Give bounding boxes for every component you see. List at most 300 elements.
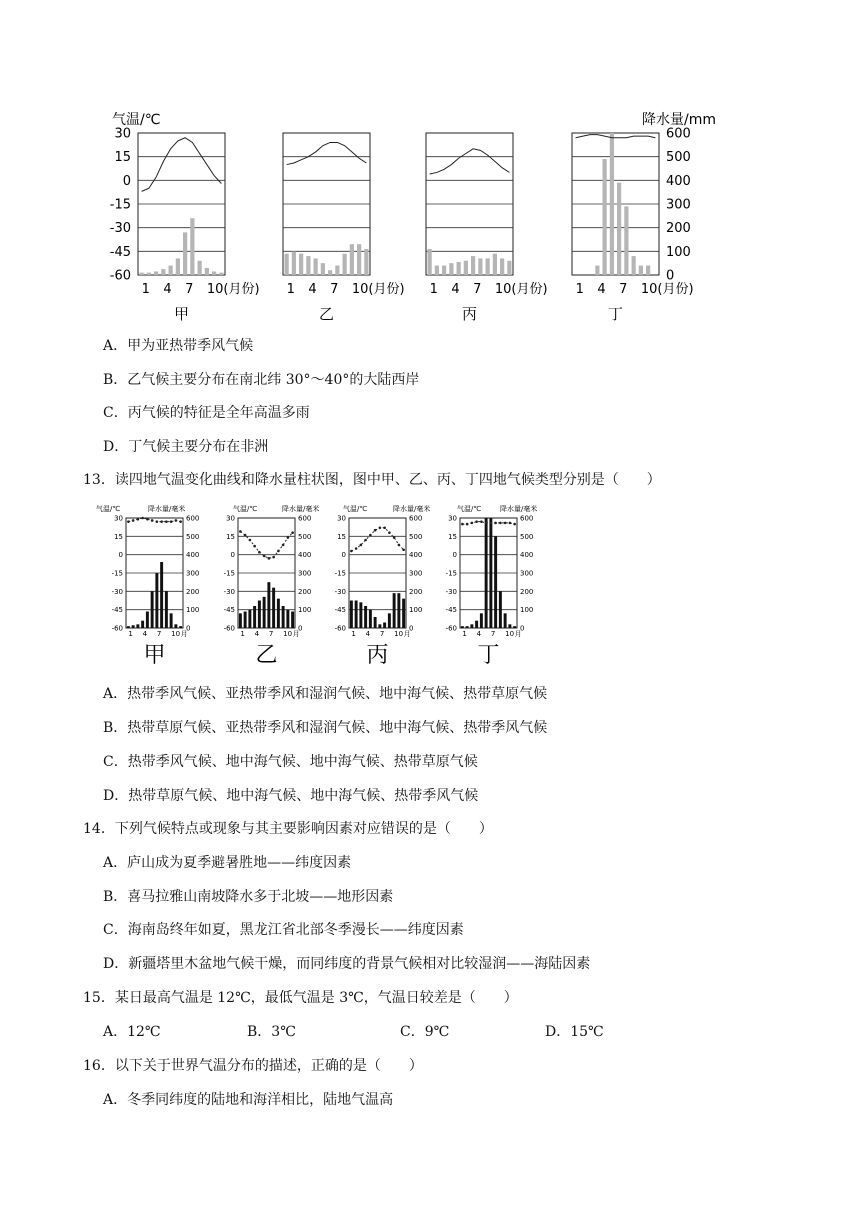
month-tick-label: 7 [330,282,339,297]
precip-bar [146,612,149,629]
temp-curve [142,138,222,192]
precip-bar [151,591,154,628]
precip-tick-label: 0 [186,624,191,633]
precip-bar [475,621,478,628]
precip-bar [464,261,468,275]
precip-tick-label: 100 [520,606,534,615]
precip-bar [328,270,332,275]
temp-tick-label: 0 [230,551,235,560]
temp-tick-label: -15 [445,569,457,578]
temp-tick-label: -60 [223,624,235,633]
temp-point [253,545,256,548]
temp-tick-label: 15 [337,532,346,541]
q16-option-a: A．冬季同纬度的陆地和海洋相比，陆地气温高 [103,1092,394,1108]
precip-bar [244,612,247,629]
precip-tick-label: 0 [666,268,675,284]
temp-tick-label: 30 [448,514,457,523]
precip-tick-label: 300 [409,569,423,578]
temp-axis-label: 气温/℃ [343,505,368,513]
precip-bar [435,266,439,275]
month-tick-label: 4 [142,630,148,638]
temp-point [277,550,280,553]
precip-bar [402,599,405,628]
precip-bar [190,218,194,275]
precip-tick-label: 200 [666,221,691,237]
temp-point [369,534,372,537]
q13-option-c: C．热带季风气候、地中海气候、地中海气候、热带草原气候 [103,754,478,770]
panel-label: 乙 [318,305,335,323]
q13-option-b: B．热带草原气候、亚热带季风和湿润气候、地中海气候、热带季风气候 [103,720,548,736]
temp-point [132,519,135,522]
precip-tick-label: 200 [409,587,423,596]
precip-bar [397,593,400,628]
precip-bar [610,133,614,275]
temp-point [388,531,391,534]
precip-bar [470,624,473,628]
precip-bar [393,593,396,628]
precip-bar [508,624,511,628]
month-tick-label: 10(月份) [206,282,260,297]
temp-point [360,544,363,547]
temp-point [364,539,367,542]
month-tick-label: 4 [254,630,260,638]
temp-tick-label: 15 [114,532,123,541]
temp-point [156,520,159,523]
precip-bar [198,261,202,275]
precip-bar [292,251,296,275]
month-tick-label: 4 [476,630,482,638]
temp-axis-label: 气温/℃ [457,505,482,513]
precip-axis-label: 降水量/mm [642,112,716,128]
temp-point [287,536,290,539]
temp-tick-label: 30 [114,514,123,523]
precip-axis-label: 降水量/毫米 [148,505,186,513]
temp-axis-label: 气温/℃ [233,505,258,513]
precip-bar [282,606,285,628]
month-tick-label: 10(月份) [351,282,405,297]
precip-tick-label: 600 [520,514,534,523]
precip-bar [357,244,361,275]
precip-bar [212,271,216,275]
temp-axis-label: 气温/℃ [112,112,161,128]
temp-point [258,551,261,554]
month-tick-label: 7 [490,630,496,638]
month-tick-label: 10 [283,630,293,638]
precip-bar [457,262,461,275]
month-tick-label: 1 [141,282,150,297]
q12-option-a: A．甲为亚热带季风气候 [103,338,254,354]
precip-tick-label: 400 [186,551,200,560]
temp-point [272,556,275,559]
climate-panel-2 [224,514,312,668]
precip-tick-label: 0 [520,624,525,633]
precip-bar [277,599,280,628]
q14-option-d: D．新疆塔里木盆地气候干燥，而同纬度的背景气候相对比较湿润——海陆因素 [103,956,591,972]
climate-panel-4 [572,127,694,323]
panel-label: 丁 [477,643,500,668]
precip-bar [299,254,303,275]
temp-tick-label: 0 [452,551,457,560]
panel-label: 甲 [173,305,190,323]
month-tick-label: 1 [351,630,356,638]
month-tick-label: 10 [505,630,515,638]
panel-label: 甲 [143,643,166,668]
precip-axis-label: 降水量/毫米 [500,505,538,513]
q14-option-a: A．庐山成为夏季避暑胜地——纬度因素 [103,855,352,871]
precip-bar [136,624,139,628]
temp-point [165,520,168,523]
temp-point [151,519,154,522]
temp-point [179,520,182,523]
temp-tick-label: 15 [226,532,235,541]
temp-point [398,544,401,547]
temp-point [268,557,271,560]
temp-tick-label: -15 [111,569,123,578]
temp-tick-label: -45 [445,606,457,615]
temp-tick-label: -15 [334,569,346,578]
panel-label: 丙 [366,643,389,668]
temp-tick-label: 30 [226,514,235,523]
precip-bar [646,266,650,275]
precip-tick-label: 400 [409,551,423,560]
precip-bar [170,613,173,628]
climate-panel-1 [110,127,260,323]
climate-chart-figure-2 [96,500,566,676]
precip-bar [513,626,516,628]
precip-bar [480,613,483,628]
precip-tick-label: 600 [409,514,423,523]
precip-bar [147,273,151,275]
q16-stem: 16．以下关于世界气温分布的描述，正确的是（ ） [83,1058,423,1074]
precip-bar [140,273,144,275]
temp-point [494,522,497,525]
precip-bar [132,625,135,628]
temp-point [485,522,488,525]
precip-bar [263,597,266,628]
precip-tick-label: 500 [666,150,691,166]
climate-panel-1 [112,514,200,668]
precip-bar [369,610,372,628]
precip-bar [364,249,368,275]
precip-bar [485,518,488,628]
q15-option-a: A．12℃ [103,1024,161,1040]
precip-bar [595,266,599,275]
month-tick-label: 月 [292,630,300,638]
temp-point [374,529,377,532]
temp-tick-label: -15 [109,197,131,213]
q12-option-b: B．乙气候主要分布在南北纬 30°～40°的大陆西岸 [103,372,420,388]
month-tick-label: 1 [128,630,133,638]
temp-tick-label: -60 [334,624,346,633]
temp-point [475,520,478,523]
climate-panel-2 [283,133,405,323]
precip-tick-label: 300 [186,569,200,578]
precip-axis-label: 降水量/毫米 [393,505,431,513]
temp-point [355,547,358,550]
q12-option-c: C．丙气候的特征是全年高温多雨 [103,405,310,421]
precip-bar [350,601,353,629]
panel-label: 丙 [461,305,478,323]
precip-bar [507,261,511,275]
precip-bar [494,536,497,628]
temp-tick-label: 0 [341,551,346,560]
climate-panel-4 [446,514,534,668]
precip-bar [161,269,165,275]
precip-bar [617,183,621,275]
q13-option-d: D．热带草原气候、地中海气候、地中海气候、热带季风气候 [103,788,479,804]
precip-bar [141,621,144,628]
precip-bar [205,268,209,275]
precip-tick-label: 300 [520,569,534,578]
temp-curve [430,149,510,174]
panel-label: 乙 [255,643,278,668]
climate-panel-3 [426,133,548,323]
precip-bar [489,518,492,628]
q15-stem: 15．某日最高气温是 12℃，最低气温是 3℃，气温日较差是（ ） [83,990,518,1006]
precip-bar [388,613,391,628]
precip-bar [364,606,367,628]
month-tick-label: 1 [462,630,467,638]
q15-option-d: D．15℃ [545,1024,604,1040]
month-tick-label: 4 [308,282,317,297]
precip-bar [314,258,318,275]
precip-bar [321,263,325,275]
temp-point [480,520,483,523]
temp-point [471,522,474,525]
precip-bar [449,263,453,275]
month-tick-label: 4 [163,282,172,297]
q14-stem: 14．下列气候特点或现象与其主要影响因素对应错误的是（ ） [83,821,493,837]
temp-tick-label: -30 [109,221,131,237]
temp-tick-label: -60 [111,624,123,633]
temp-tick-label: -60 [445,624,457,633]
precip-bar [504,613,507,628]
precip-bar [632,256,636,275]
temp-point [393,536,396,539]
month-tick-label: 月 [403,630,411,638]
temp-point [509,522,512,525]
precip-tick-label: 100 [298,606,312,615]
temp-tick-label: -30 [334,587,346,596]
precip-bar [493,254,497,275]
temp-tick-label: -15 [223,569,235,578]
temp-point [244,534,247,537]
precip-bar [174,624,177,628]
precip-bar [267,582,270,628]
precip-bar [179,626,182,628]
precip-bar [176,258,180,275]
precip-tick-label: 500 [409,532,423,541]
temp-point [141,517,144,520]
temp-point [175,519,178,522]
precip-tick-label: 100 [666,244,691,260]
temp-point [466,523,469,526]
month-tick-label: 7 [379,630,385,638]
month-tick-label: 7 [619,282,628,297]
temp-point [513,523,516,526]
temp-point [239,530,242,533]
temp-point [282,544,285,547]
month-tick-label: 7 [268,630,274,638]
precip-tick-label: 0 [298,624,303,633]
precip-tick-label: 600 [298,514,312,523]
precip-tick-label: 100 [409,606,423,615]
month-tick-label: 月 [514,630,522,638]
temp-tick-label: -45 [111,606,123,615]
temp-point [291,531,294,534]
q13-option-a: A．热带季风气候、亚热带季风和湿润气候、地中海气候、热带草原气候 [103,686,548,702]
temp-point [490,522,493,525]
panel-label: 丁 [607,305,624,323]
precip-bar [383,623,386,629]
temp-tick-label: 0 [118,551,123,560]
precip-bar [442,266,446,275]
q13-stem: 13．读四地气温变化曲线和降水量柱状图，图中甲、乙、丙、丁四地气候类型分别是（ ） [83,472,661,488]
temp-point [379,526,382,529]
precip-tick-label: 200 [298,587,312,596]
q12-option-d: D．丁气候主要分布在非洲 [103,439,269,455]
month-tick-label: 10 [171,630,181,638]
precip-bar [471,256,475,275]
temp-point [402,548,405,551]
temp-tick-label: -30 [223,587,235,596]
precip-bar [478,258,482,275]
month-tick-label: 1 [575,282,584,297]
temp-curve [128,518,180,522]
temp-point [160,520,163,523]
precip-bar [306,256,310,275]
precip-bar [500,258,504,275]
month-tick-label: 4 [451,282,460,297]
month-tick-label: 10 [394,630,404,638]
month-tick-label: 1 [286,282,295,297]
month-tick-label: 4 [365,630,371,638]
temp-tick-label: -45 [334,606,346,615]
month-tick-label: 7 [185,282,194,297]
q15-option-c: C．9℃ [400,1024,450,1040]
precip-bar [461,626,464,628]
precip-tick-label: 400 [666,173,691,189]
precip-bar [219,273,223,275]
precip-bar [239,613,242,628]
month-tick-label: 10(月份) [494,282,548,297]
precip-tick-label: 200 [186,587,200,596]
precip-bar [127,626,130,628]
precip-tick-label: 400 [520,551,534,560]
month-tick-label: 7 [473,282,482,297]
month-tick-label: 月 [180,630,188,638]
precip-tick-label: 500 [298,532,312,541]
precip-bar [359,602,362,628]
q14-option-c: C．海南岛终年如夏，黑龙江省北部冬季漫长——纬度因素 [103,922,464,938]
precip-bar [335,266,339,275]
precip-bar [160,562,163,628]
month-tick-label: 1 [240,630,245,638]
month-tick-label: 7 [156,630,162,638]
temp-axis-label: 气温/℃ [96,505,121,513]
temp-curve [351,528,403,551]
precip-bar [486,258,490,275]
precip-tick-label: 300 [666,197,691,213]
precip-tick-label: 200 [520,587,534,596]
temp-tick-label: 30 [114,126,131,142]
precip-bar [624,206,628,275]
temp-point [170,520,173,523]
temp-point [249,539,252,542]
temp-tick-label: -45 [109,244,131,260]
precip-tick-label: 300 [298,569,312,578]
temp-point [350,550,353,553]
precip-bar [154,271,158,275]
q14-option-b: B．喜马拉雅山南坡降水多于北坡——地形因素 [103,889,394,905]
precip-bar [155,573,158,628]
month-tick-label: 1 [429,282,438,297]
precip-bar [428,249,432,275]
temp-tick-label: 15 [114,150,131,166]
temp-point [499,522,502,525]
temp-point [263,555,266,558]
temp-point [461,523,464,526]
precip-tick-label: 500 [186,532,200,541]
precip-bar [350,244,354,275]
temp-tick-label: 0 [122,173,131,189]
climate-chart-figure-1 [100,104,730,324]
precip-bar [169,266,173,275]
precip-tick-label: 0 [409,624,414,633]
precip-bar [291,612,294,629]
precip-tick-label: 600 [186,514,200,523]
precip-bar [374,617,377,628]
precip-bar [183,232,187,275]
temp-tick-label: 30 [337,514,346,523]
precip-bar [165,591,168,628]
temp-point [504,522,507,525]
temp-tick-label: -30 [445,587,457,596]
temp-curve [576,135,656,138]
precip-bar [355,601,358,629]
precip-bar [378,624,381,628]
precip-tick-label: 100 [186,606,200,615]
precip-axis-label: 降水量/毫米 [282,505,320,513]
month-tick-label: 4 [597,282,606,297]
precip-bar [603,159,607,275]
temp-curve [287,142,367,164]
temp-tick-label: -30 [111,587,123,596]
precip-tick-label: 500 [520,532,534,541]
q15-option-b: B．3℃ [247,1024,296,1040]
temp-point [127,520,130,523]
precip-bar [639,266,643,275]
precip-bar [248,610,251,628]
precip-bar [272,588,275,628]
temp-curve [462,522,514,524]
climate-panel-3 [335,514,423,668]
precip-bar [258,601,261,629]
precip-bar [343,254,347,275]
precip-tick-label: 400 [298,551,312,560]
temp-point [383,526,386,529]
precip-bar [466,626,469,628]
temp-point [146,518,149,521]
temp-tick-label: 15 [448,532,457,541]
precip-bar [499,591,502,628]
precip-tick-label: 600 [666,126,691,142]
temp-point [137,518,140,521]
temp-tick-label: -45 [223,606,235,615]
temp-tick-label: -60 [109,268,131,284]
precip-bar [286,610,289,628]
month-tick-label: 10(月份) [640,282,694,297]
